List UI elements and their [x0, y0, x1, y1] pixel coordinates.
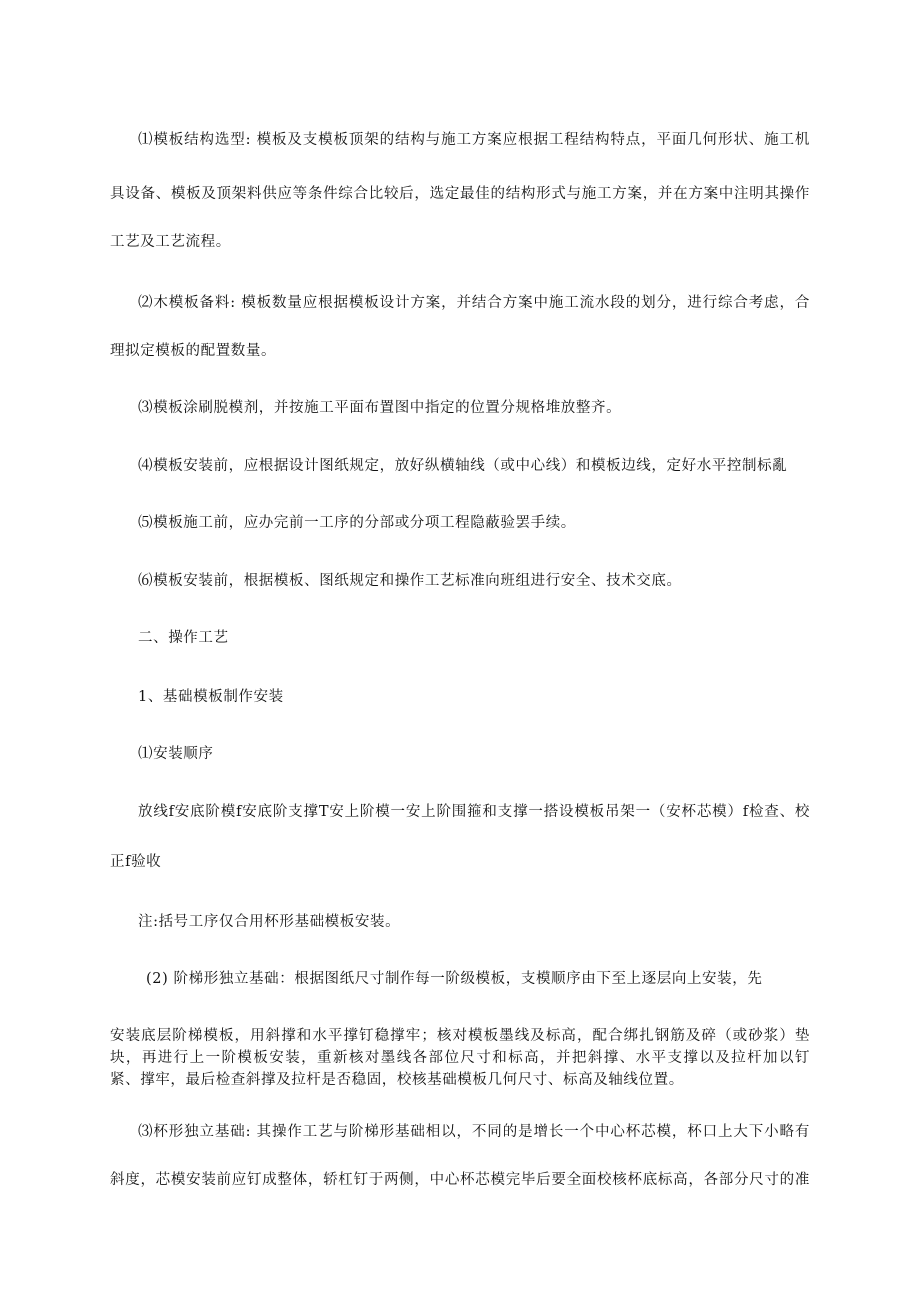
subsection-heading: 1、基础模板制作安装: [138, 689, 284, 705]
sequence-line-2: 正f验收: [110, 854, 162, 870]
note: 注:括号工序仅合用杯形基础模板安装。: [138, 914, 401, 930]
cup-foundation-line-1: ⑶杯形独立基础: 其操作工艺与阶梯形基础相以，不同的是增长一个中心杯芯模，杯口上大下小略有: [138, 1124, 810, 1140]
paragraph-1-line-2: 具设备、模板及顶架料供应等条件综合比较后，选定最佳的结构形式与施工方案，并在方案中注明其操作: [110, 186, 810, 202]
step-foundation-line-2: 安装底层阶梯模板，用斜撑和水平撑钉稳撑牢；核对模板墨线及标高，配合绑扎钢筋及碎（或砂浆）垫: [110, 1028, 810, 1044]
paragraph-2-line-1: ⑵木模板备料: 模板数量应根据模板设计方案，并结合方案中施工流水段的划分，进行综合考虑，合: [138, 295, 810, 311]
step-foundation-line-4: 紧、撑牢，最后检查斜撑及拉杆是否稳固，校核基础模板几何尺寸、标高及轴线位置。: [110, 1072, 684, 1088]
cup-foundation-line-2: 斜度，芯模安装前应钉成整体，轿杠钉于两侧，中心杯芯模完毕后要全面校核杯底标高，各部分尺寸的准: [110, 1172, 810, 1188]
paragraph-1-line-3: 工艺及工艺流程。: [110, 234, 231, 250]
sequence-line-1: 放线f安底阶模f安底阶支撑T安上阶模一安上阶围箍和支撑一搭设模板吊架一（安杯芯模）f检查、校: [138, 804, 810, 820]
step-foundation-line-3: 块，再进行上一阶模板安装，重新核对墨线各部位尺寸和标高，并把斜撑、水平支撑以及拉杆加以钉: [110, 1050, 810, 1066]
paragraph-2-line-2: 理拟定模板的配置数量。: [110, 343, 277, 359]
step-foundation-line-1: (2) 阶梯形独立基础：根据图纸尺寸制作每一阶级模板，支模顺序由下至上逐层向上安装，先: [146, 971, 763, 987]
install-order-heading: ⑴安装顺序: [138, 746, 214, 762]
paragraph-4: ⑷模板安装前，应根据设计图纸规定，放好纵横轴线（或中心线）和模板边线，定好水平控制标亂: [138, 458, 788, 474]
paragraph-5: ⑸模板施工前，应办完前一工序的分部或分项工程隐蔽验罢手续。: [138, 515, 576, 531]
section-heading: 二、操作工艺: [138, 630, 229, 646]
paragraph-6: ⑹模板安装前，根据模板、图纸规定和操作工艺标准向班组进行安全、技术交底。: [138, 573, 682, 589]
paragraph-3: ⑶模板涂刷脱模剂，并按施工平面布置图中指定的位置分规格堆放整齐。: [138, 400, 622, 416]
paragraph-1-line-1: ⑴模板结构选型: 模板及支模板顶架的结构与施工方案应根据工程结构特点，平面几何形状、施工机: [138, 132, 810, 148]
